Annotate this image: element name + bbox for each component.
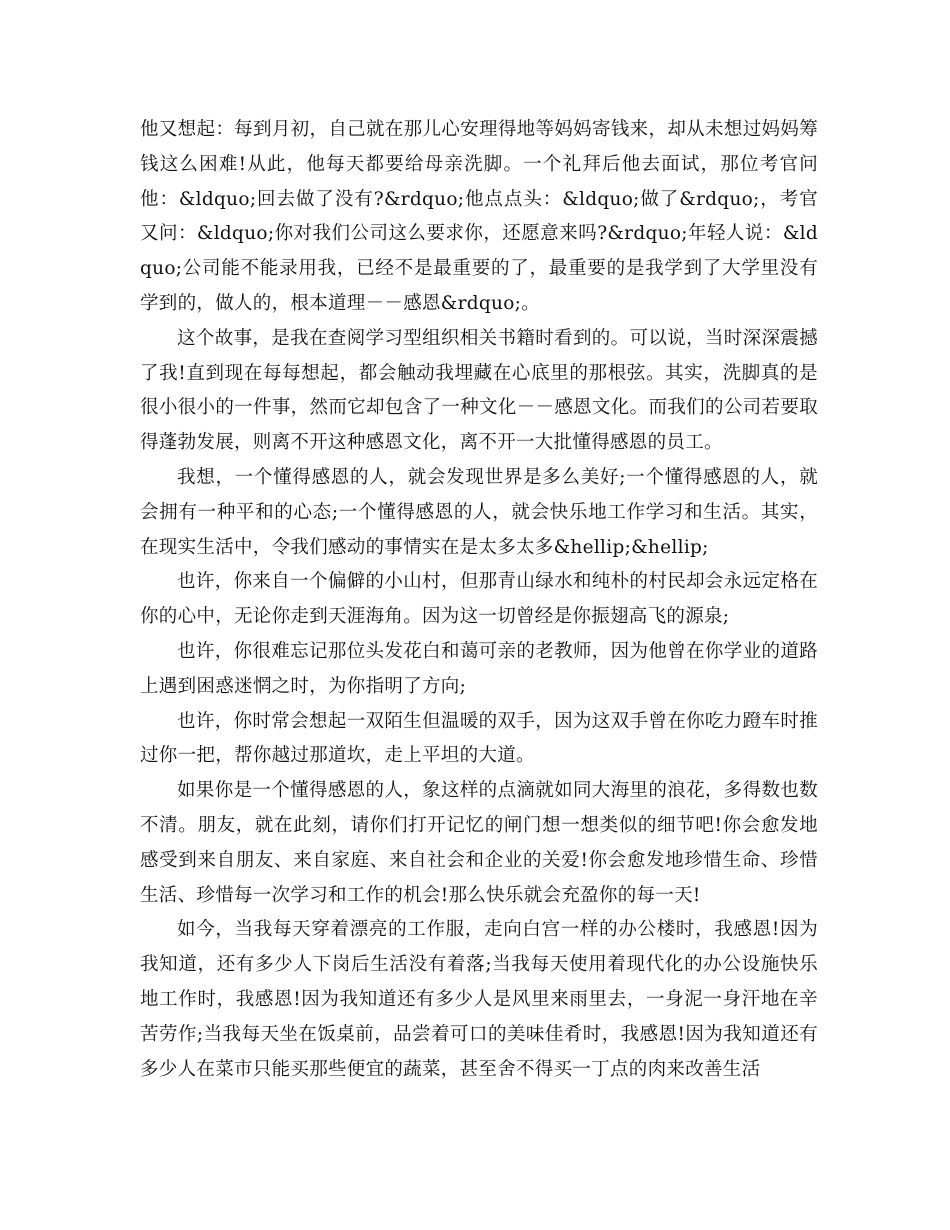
document-page	[140, 113, 818, 1087]
paragraph-8: 如今，当我每天穿着漂亮的工作服，走向白宫一样的办公楼时，我感恩!因为我知道，还有多少人下岗后生活没有着落;当我每天使用着现代化的办公设施快乐地工作时，我感恩!因为我知道还有多少人是风里来雨里去，一身泥一身汗地在辛苦劳作;当我每天坐在饭桌前，品尝着可口的美味佳肴时，我感恩!因为我知道还有多少人在菜市只能买那些便宜的蔬菜，甚至舍不得买一丁点的肉来改善生活	[140, 919, 818, 1080]
paragraph-6: 也许，你时常会想起一双陌生但温暖的双手，因为这双手曾在你吃力蹬车时推过你一把，帮你越过那道坎，走上平坦的大道。	[140, 710, 818, 767]
paragraph-4: 也许，你来自一个偏僻的小山村，但那青山绿水和纯朴的村民却会永远定格在你的心中，无论你走到天涯海角。因为这一切曾经是你振翅高飞的源泉;	[140, 571, 818, 628]
paragraph-1: 他又想起：每到月初，自己就在那儿心安理得地等妈妈寄钱来，却从未想过妈妈筹钱这么困难!从此，他每天都要给母亲洗脚。一个礼拜后他去面试，那位考官问他：&ldquo;回去做了没有?&rdquo;他点点头：&ldquo;做了&rdquo;，考官又问：&ldquo;你对我们公司这么要求你，还愿意来吗?&rdquo;年轻人说：&ldquo;公司能不能录用我，已经不是最重要的了，最重要的是我学到了大学里没有学到的，做人的，根本道理－－感恩&rdquo;。	[140, 119, 818, 314]
paragraph-3: 我想，一个懂得感恩的人，就会发现世界是多么美好;一个懂得感恩的人，就会拥有一种平和的心态;一个懂得感恩的人，就会快乐地工作学习和生活。其实，在现实生活中，令我们感动的事情实在是太多太多&hellip;&hellip;	[140, 466, 818, 558]
paragraph-7: 如果你是一个懂得感恩的人，象这样的点滴就如同大海里的浪花，多得数也数不清。朋友，就在此刻，请你们打开记忆的闸门想一想类似的细节吧!你会愈发地感受到来自朋友、来自家庭、来自社会和企业的关爱!你会愈发地珍惜生命、珍惜生活、珍惜每一次学习和工作的机会!那么快乐就会充盈你的每一天!	[140, 780, 818, 906]
paragraph-2: 这个故事，是我在查阅学习型组织相关书籍时看到的。可以说，当时深深震撼了我!直到现在每每想起，都会触动我埋藏在心底里的那根弦。其实，洗脚真的是很小很小的一件事，然而它却包含了一种文化－－感恩文化。而我们的公司若要取得蓬勃发展，则离不开这种感恩文化，离不开一大批懂得感恩的员工。	[140, 327, 818, 454]
paragraph-5: 也许，你很难忘记那位头发花白和蔼可亲的老教师，因为他曾在你学业的道路上遇到困惑迷惘之时，为你指明了方向;	[140, 640, 818, 697]
